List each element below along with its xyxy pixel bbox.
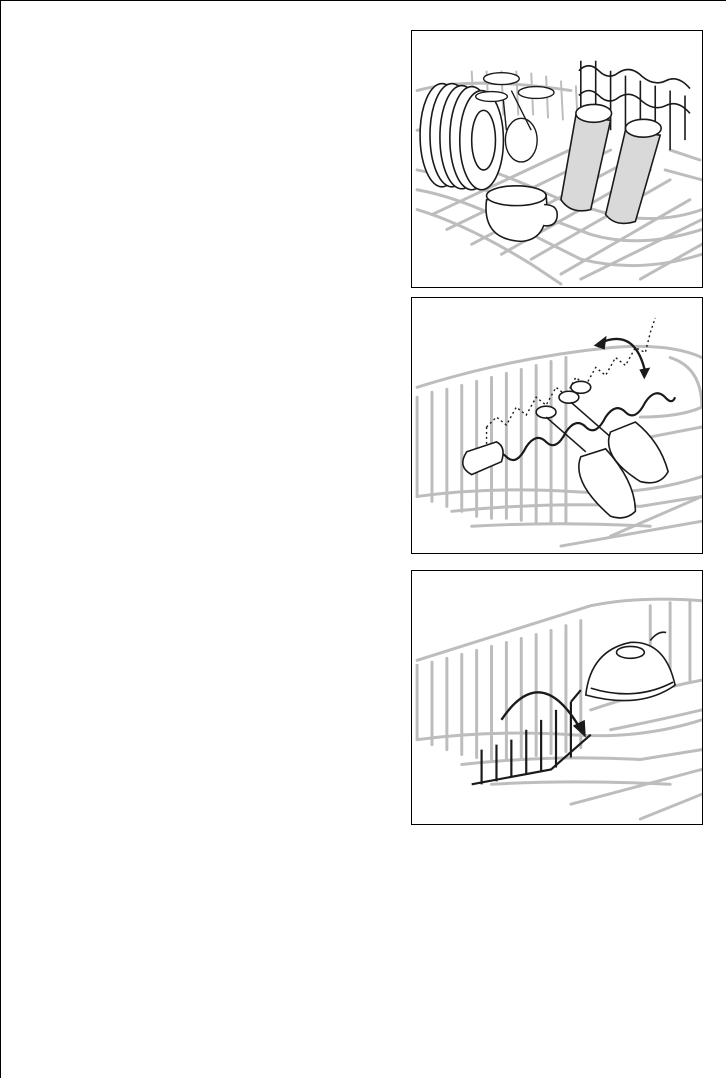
figure-cup-rack-fold xyxy=(411,570,703,825)
page-border-top xyxy=(0,0,726,1)
figure-glass-support-fold xyxy=(411,297,703,554)
basket-plates-cups-icon xyxy=(412,31,702,287)
glass-support-fold-icon xyxy=(412,298,702,553)
figure-upper-basket-loading xyxy=(411,30,703,288)
cup-rack-fold-icon xyxy=(412,571,702,824)
page-border-left xyxy=(0,0,1,1078)
